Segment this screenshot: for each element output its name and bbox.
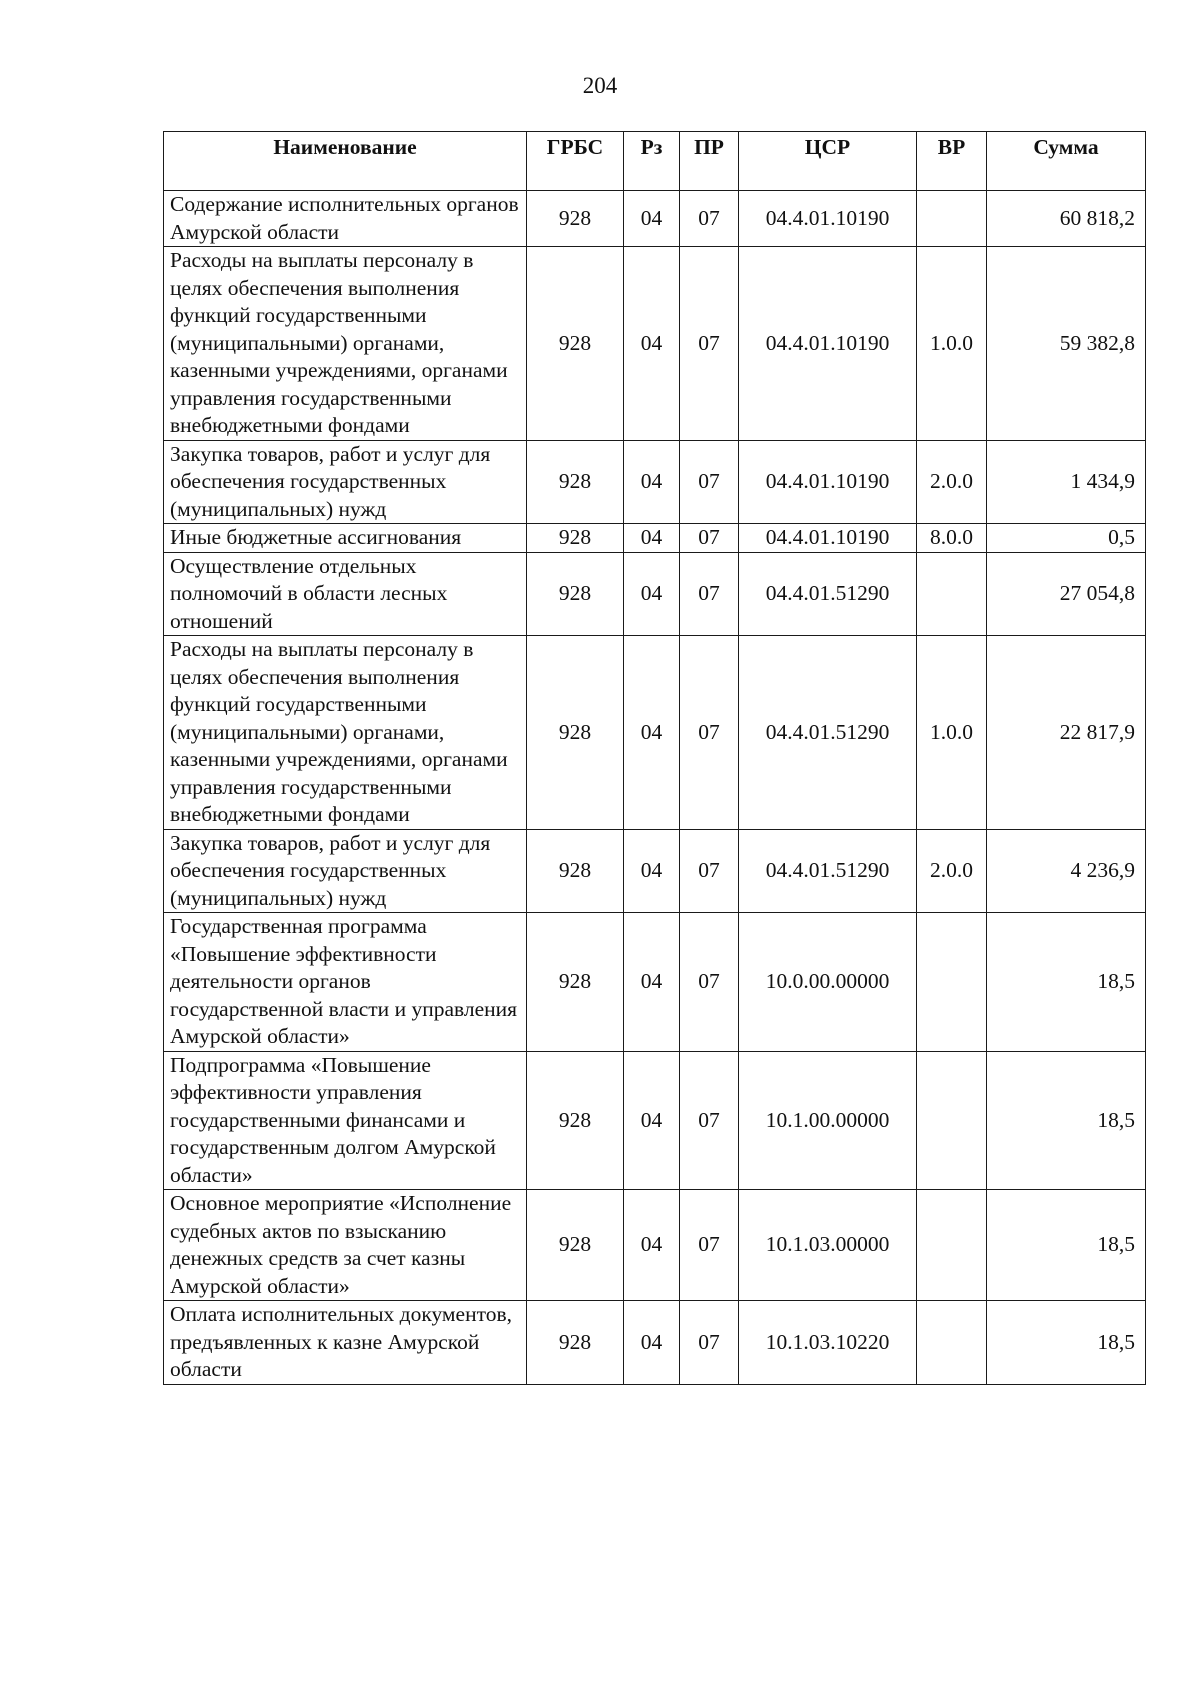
table-row — [164, 524, 1146, 553]
cell-rz: 04 — [624, 191, 680, 247]
page-number: 204 — [582, 73, 618, 98]
cell-vr: 2.0.0 — [917, 440, 987, 524]
cell-grbs: 928 — [527, 552, 624, 636]
cell-name: Подпрограмма «Повышение эффективности управления государственными финансами и государственным долгом Амурской области» — [164, 1051, 527, 1190]
cell-csr: 04.4.01.10190 — [739, 247, 917, 441]
cell-sum: 27 054,8 — [987, 552, 1146, 636]
cell-pr: 07 — [680, 552, 739, 636]
cell-rz: 04 — [624, 1301, 680, 1385]
cell-pr: 07 — [680, 1301, 739, 1385]
cell-sum: 60 818,2 — [987, 191, 1146, 247]
cell-csr: 04.4.01.51290 — [739, 636, 917, 830]
table-row — [164, 247, 1146, 441]
cell-pr: 07 — [680, 636, 739, 830]
header-csr: ЦСР — [739, 132, 917, 191]
cell-sum: 0,5 — [987, 524, 1146, 553]
cell-csr: 10.1.03.00000 — [739, 1190, 917, 1301]
cell-vr: 8.0.0 — [917, 524, 987, 553]
cell-sum: 59 382,8 — [987, 247, 1146, 441]
cell-sum: 18,5 — [987, 1301, 1146, 1385]
cell-name: Основное мероприятие «Исполнение судебных актов по взысканию денежных средств за счет казны Амурской области» — [164, 1190, 527, 1301]
cell-sum: 18,5 — [987, 913, 1146, 1052]
table-row — [164, 636, 1146, 830]
cell-name: Расходы на выплаты персоналу в целях обеспечения выполнения функций государственными (муниципальными) органами, казенными учреждениями, органами управления государственными внебюджетными фондами — [164, 247, 527, 441]
table-row — [164, 913, 1146, 1052]
cell-pr: 07 — [680, 913, 739, 1052]
cell-grbs: 928 — [527, 1301, 624, 1385]
table-row — [164, 829, 1146, 913]
table-body — [164, 191, 1146, 1385]
cell-vr — [917, 1301, 987, 1385]
table-row — [164, 1051, 1146, 1190]
cell-name: Осуществление отдельных полномочий в области лесных отношений — [164, 552, 527, 636]
cell-rz: 04 — [624, 552, 680, 636]
cell-grbs: 928 — [527, 440, 624, 524]
header-vr: ВР — [917, 132, 987, 191]
cell-rz: 04 — [624, 1051, 680, 1190]
cell-sum: 18,5 — [987, 1051, 1146, 1190]
header-name: Наименование — [164, 132, 527, 191]
cell-vr: 2.0.0 — [917, 829, 987, 913]
cell-csr: 04.4.01.10190 — [739, 191, 917, 247]
cell-grbs: 928 — [527, 191, 624, 247]
cell-name: Государственная программа «Повышение эффективности деятельности органов государственной власти и управления Амурской области» — [164, 913, 527, 1052]
header-rz: Рз — [624, 132, 680, 191]
cell-grbs: 928 — [527, 524, 624, 553]
cell-vr — [917, 1051, 987, 1190]
budget-table — [163, 131, 1146, 1385]
cell-pr: 07 — [680, 829, 739, 913]
header-grbs: ГРБС — [527, 132, 624, 191]
cell-name: Закупка товаров, работ и услуг для обеспечения государственных (муниципальных) нужд — [164, 829, 527, 913]
cell-grbs: 928 — [527, 829, 624, 913]
table-header-row — [164, 132, 1146, 191]
cell-csr: 10.1.03.10220 — [739, 1301, 917, 1385]
cell-csr: 04.4.01.10190 — [739, 440, 917, 524]
table-row — [164, 552, 1146, 636]
cell-rz: 04 — [624, 247, 680, 441]
cell-vr: 1.0.0 — [917, 247, 987, 441]
cell-rz: 04 — [624, 636, 680, 830]
cell-pr: 07 — [680, 247, 739, 441]
cell-pr: 07 — [680, 191, 739, 247]
cell-grbs: 928 — [527, 913, 624, 1052]
table-row — [164, 440, 1146, 524]
cell-name: Содержание исполнительных органов Амурской области — [164, 191, 527, 247]
cell-vr — [917, 1190, 987, 1301]
cell-csr: 04.4.01.10190 — [739, 524, 917, 553]
cell-grbs: 928 — [527, 1190, 624, 1301]
cell-rz: 04 — [624, 1190, 680, 1301]
header-sum: Сумма — [987, 132, 1146, 191]
cell-pr: 07 — [680, 440, 739, 524]
cell-vr — [917, 191, 987, 247]
cell-name: Закупка товаров, работ и услуг для обеспечения государственных (муниципальных) нужд — [164, 440, 527, 524]
cell-vr: 1.0.0 — [917, 636, 987, 830]
cell-csr: 04.4.01.51290 — [739, 829, 917, 913]
table-row — [164, 1190, 1146, 1301]
cell-csr: 04.4.01.51290 — [739, 552, 917, 636]
cell-csr: 10.0.00.00000 — [739, 913, 917, 1052]
cell-grbs: 928 — [527, 247, 624, 441]
cell-vr — [917, 552, 987, 636]
cell-rz: 04 — [624, 913, 680, 1052]
cell-vr — [917, 913, 987, 1052]
cell-pr: 07 — [680, 524, 739, 553]
cell-sum: 22 817,9 — [987, 636, 1146, 830]
cell-sum: 18,5 — [987, 1190, 1146, 1301]
cell-name: Иные бюджетные ассигнования — [164, 524, 527, 553]
table-row — [164, 191, 1146, 247]
cell-rz: 04 — [624, 440, 680, 524]
cell-pr: 07 — [680, 1051, 739, 1190]
cell-rz: 04 — [624, 524, 680, 553]
cell-csr: 10.1.00.00000 — [739, 1051, 917, 1190]
cell-pr: 07 — [680, 1190, 739, 1301]
cell-sum: 1 434,9 — [987, 440, 1146, 524]
cell-name: Расходы на выплаты персоналу в целях обеспечения выполнения функций государственными (муниципальными) органами, казенными учреждениями, органами управления государственными внебюджетными фондами — [164, 636, 527, 830]
cell-grbs: 928 — [527, 1051, 624, 1190]
header-pr: ПР — [680, 132, 739, 191]
table-row — [164, 1301, 1146, 1385]
cell-sum: 4 236,9 — [987, 829, 1146, 913]
cell-name: Оплата исполнительных документов, предъявленных к казне Амурской области — [164, 1301, 527, 1385]
cell-rz: 04 — [624, 829, 680, 913]
cell-grbs: 928 — [527, 636, 624, 830]
